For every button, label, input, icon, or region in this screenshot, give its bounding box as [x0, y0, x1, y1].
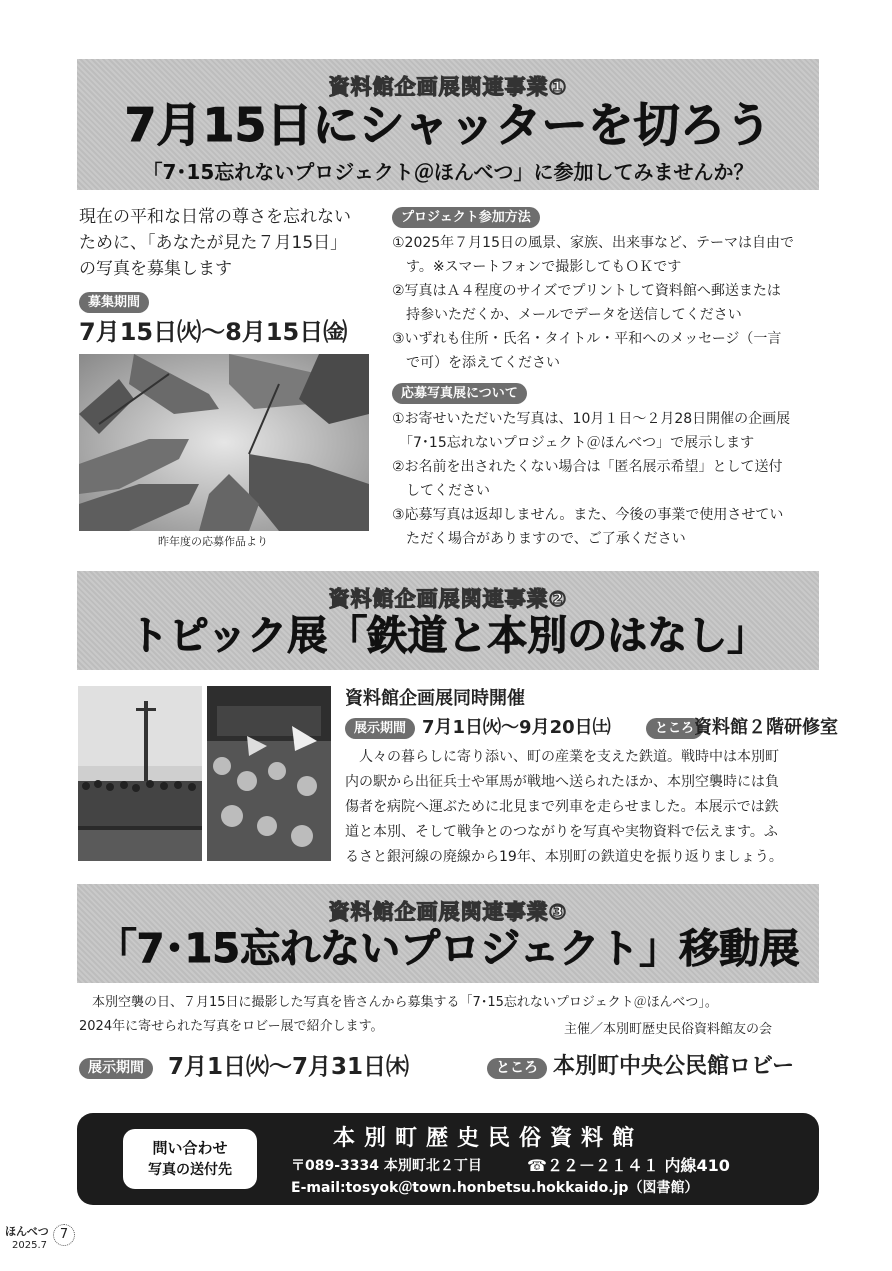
section2-title: トピック展「鉄道と本別のはなし」	[128, 613, 768, 659]
section2-body-4: 道と本別、そして戦争とのつながりを写真や実物資料で伝えます。ふ	[345, 824, 778, 840]
contact-box	[77, 1113, 819, 1205]
section1-intro-1: 現在の平和な日常の尊さを忘れない	[79, 207, 351, 227]
section1-title: 7月15日にシャッターを切ろう	[124, 98, 772, 152]
section2-body-2: 内の駅から出征兵士や軍馬が戦地へ送られたほか、本別空襲時には負	[345, 774, 779, 790]
section2-banner	[77, 571, 819, 670]
page-number	[53, 1224, 75, 1246]
footer-date: 2025.7	[12, 1240, 47, 1251]
section3-body-1: 本別空襲の日、７月15日に撮影した写真を皆さんから募集する「7･15忘れないプロジェクト＠ほんべつ」。	[79, 995, 718, 1010]
contact-phone: ☎２２－２１４１ 内線410	[527, 1156, 730, 1175]
contact-label-line1: 問い合わせ	[152, 1139, 228, 1157]
section2-heading: 資料館企画展同時開催	[345, 688, 525, 709]
photo-caption: 昨年度の応募作品より	[158, 535, 268, 548]
section2-place: 資料館２階研修室	[694, 717, 838, 738]
exhibit-line-3: ②お名前を出されたくない場合は「匿名展示希望」として送付	[392, 459, 783, 475]
section3-subtitle: 資料館企画展関連事業③	[328, 900, 568, 924]
exhibit-line-4: してください	[392, 483, 490, 499]
contact-email[interactable]: E-mail:tosyok＠town.honbetsu.hokkaido.jp（図書館）	[291, 1180, 699, 1196]
footer-brand: ほんべつ	[5, 1225, 49, 1238]
exhibit-line-6: ただく場合がありますので、ご了承ください	[392, 531, 686, 547]
exhibit-line-5: ③応募写真は返却しません。また、今後の事業で使用させてい	[392, 507, 784, 523]
section3-sponsor: 主催／本別町歴史民俗資料館友の会	[564, 1022, 773, 1037]
section2-body-3: 傷者を病院へ運ぶために北見まで列車を走らせました。本展示では鉄	[345, 799, 779, 815]
section2-period-label: 展示期間	[345, 718, 415, 739]
section1-subtitle: 資料館企画展関連事業①	[328, 75, 568, 99]
method-line-5: ③いずれも住所・氏名・タイトル・平和へのメッセージ（一言	[392, 331, 782, 347]
contact-label-line2: 写真の送付先	[148, 1162, 232, 1178]
exhibit-line-2: 「7･15忘れないプロジェクト＠ほんべつ」で展示します	[392, 435, 755, 451]
section3-place: 本別町中央公民館ロビー	[553, 1054, 795, 1079]
exhibit-line-1: ①お寄せいただいた写真は、10月１日～２月28日開催の企画展	[392, 411, 791, 427]
section3-place-label: ところ	[487, 1058, 547, 1079]
section1-banner	[77, 59, 819, 190]
section1-intro-3: の写真を募集します	[79, 259, 232, 279]
hands-star-photo	[79, 354, 369, 531]
section1-intro-2: ために、「あなたが見た７月15日」	[79, 233, 348, 253]
method-line-3: ②写真はＡ４程度のサイズでプリントして資料館へ郵送または	[392, 283, 781, 299]
contact-org: 本別町歴史民俗資料館	[333, 1126, 644, 1151]
section2-body-1: 人々の暮らしに寄り添い、町の産業を支えた鉄道。戦時中は本別町	[345, 749, 779, 765]
recruit-period: 7月15日㈫～8月15日㈮	[79, 318, 348, 346]
method-line-6: で可）を添えてください	[392, 355, 560, 371]
section2-place-label: ところ	[646, 718, 703, 739]
contact-address: 〒089-3334 本別町北２丁目	[291, 1158, 482, 1174]
section3-period-label: 展示期間	[79, 1058, 153, 1079]
section2-subtitle: 資料館企画展関連事業②	[328, 587, 568, 611]
section3-title: 「7･15忘れないプロジェクト」移動展	[96, 926, 800, 972]
method-line-2: す。※スマートフォンで撮影してもＯＫです	[392, 259, 682, 275]
method-line-4: 持参いただくか、メールでデータを送信してください	[392, 307, 742, 323]
section3-banner	[77, 884, 819, 983]
railway-photo-1	[78, 686, 202, 861]
exhibit-label: 応募写真展について	[392, 383, 527, 404]
section2-body-5: るさと銀河線の廃線から19年、本別町の鉄道史を振り返りましょう。	[345, 849, 783, 865]
railway-photo-2	[207, 686, 331, 861]
recruit-period-label: 募集期間	[79, 292, 149, 313]
contact-label-box	[123, 1129, 257, 1189]
section3-body-2: 2024年に寄せられた写真をロビー展で紹介します。	[79, 1019, 384, 1034]
page-number-text: 7	[59, 1227, 69, 1242]
section1-tagline: 「7･15忘れないプロジェクト＠ほんべつ」に参加してみませんか？	[142, 160, 754, 184]
method-label: プロジェクト参加方法	[392, 207, 540, 228]
method-line-1: ①2025年７月15日の風景、家族、出来事など、テーマは自由で	[392, 235, 794, 251]
section3-period: 7月1日㈫～7月31日㈭	[168, 1054, 410, 1080]
section2-period: 7月1日㈫～9月20日㈯	[422, 717, 611, 738]
